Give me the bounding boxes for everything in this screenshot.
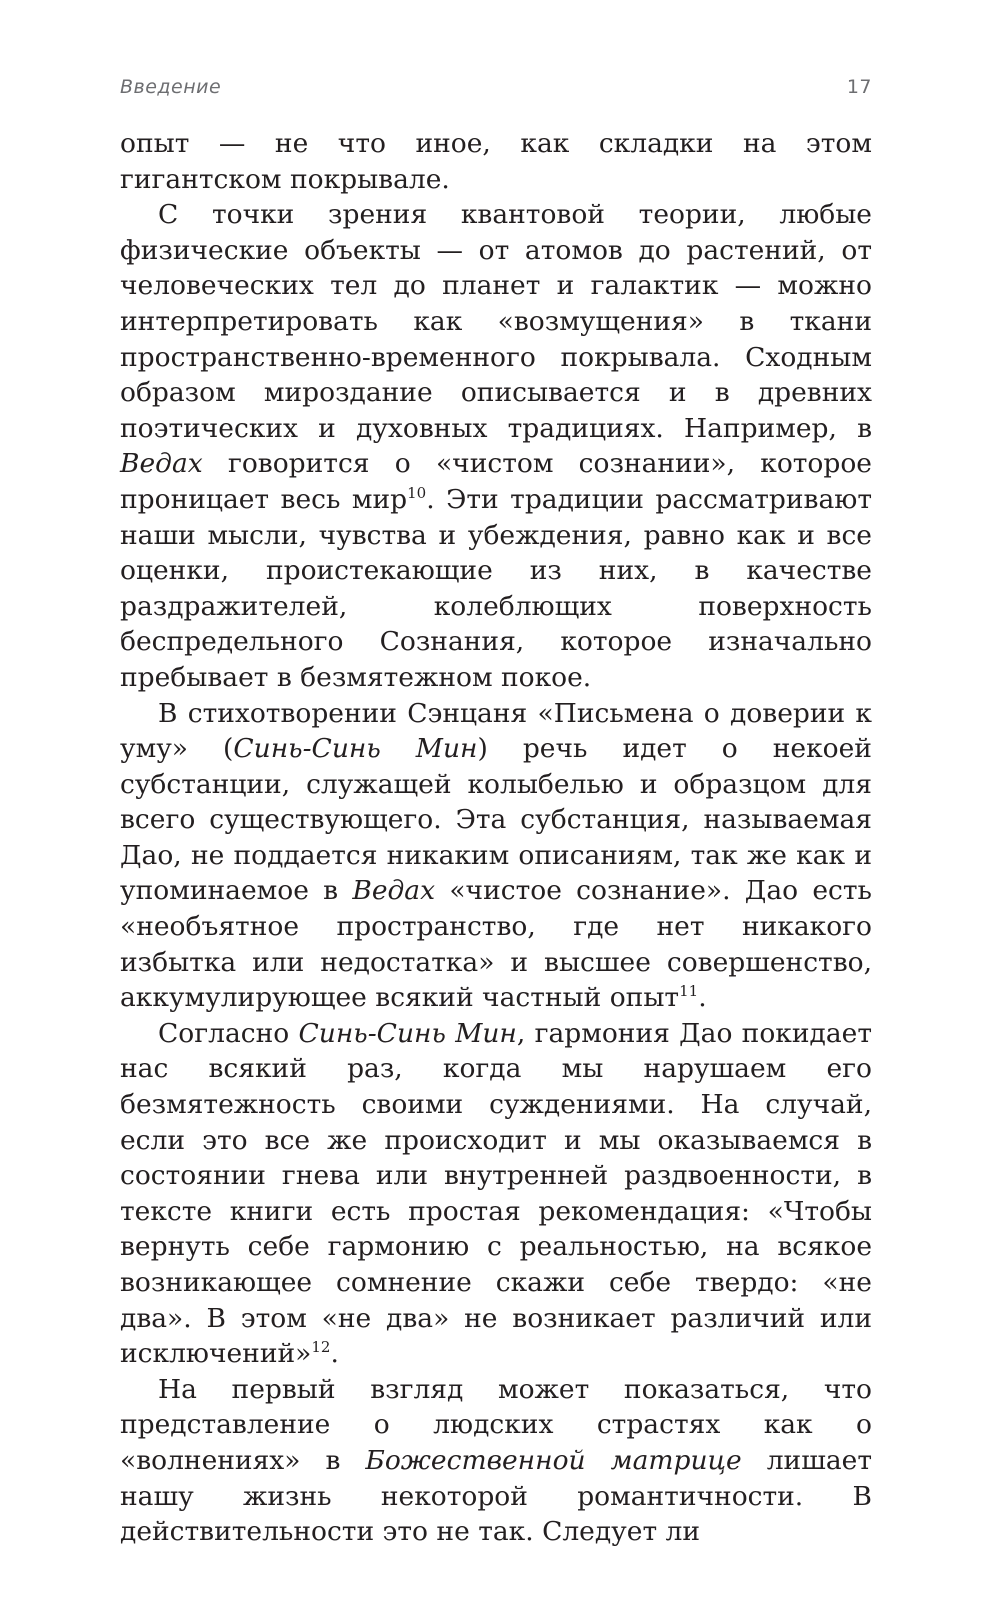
paragraph-text: . Эти традиции рассматривают наши мысли, чувства и убеждения, равно как и все оценки, проистекающие из них, в качестве раздражителей, колеблющих поверхность беспредельного Сознания, которое изначально пребывает в безмятежном покое. [120,483,873,693]
paragraph-1 [120,126,872,197]
footnote-ref[interactable]: 10 [407,484,427,503]
book-title: Синь-Синь Мин [233,733,478,765]
paragraph-2 [120,197,872,695]
running-header [120,76,872,106]
paragraph-text: . [330,1338,339,1370]
book-title: Синь-Синь Мин [298,1017,517,1049]
paragraph-4 [120,1016,872,1372]
paragraph-text: лишает нашу жизнь некоторой романтичности. В действительности это не так. Следует ли [120,1444,872,1548]
book-title: Ведах [352,875,436,907]
paragraph-text: опыт — не что иное, как складки на этом гигантском покрывале. [120,128,872,195]
paragraph-3 [120,696,872,1016]
paragraph-text: В стихотворении Сэнцаня «Письмена о доверии к уму» ( [120,697,872,765]
paragraph-text: , гармония Дао покидает нас всякий раз, когда мы нарушаем его безмятежность своими суждениями. На случай, если это все же происходит и мы оказываемся в состоянии гнева или внутренней раздвоенности, в тексте книги есть простая рекомендация: «Чтобы вернуть себе гармонию с реальностью, на всякое возникающее сомнение скажи себе твердо: «не два». В этом «не два» не возникает различий или исключений» [120,1017,872,1370]
paragraph-text: «чистое сознание». Дао есть «необъятное пространство, где нет никакого избытка или недостатка» и высшее совершенство, аккумулирующее всякий частный опыт [120,875,872,1014]
section-title: Введение [120,76,222,98]
paragraph-text: ) речь идет о некоей субстанции, служащей колыбелью и образцом для всего существующего. Эта субстанция, называемая Дао, не поддается никаким описаниям, так же как и упоминаемое в [120,733,872,907]
footnote-ref[interactable]: 12 [311,1338,331,1357]
paragraph-text: На первый взгляд может показаться, что представление о людских страстях как о «волнениях» в [120,1373,872,1476]
paragraph-text: Согласно [158,1017,299,1049]
paragraph-text: говорится о «чистом сознании», которое проницает весь мир [120,448,872,515]
page-number: 17 [846,76,872,98]
footnote-ref[interactable]: 11 [679,982,699,1001]
body-text [120,126,872,1550]
paragraph-text: С точки зрения квантовой теории, любые физические объекты — от атомов до растений, от человеческих тел до планет и галактик — можно интерпретировать как «возмущения» в ткани пространственно-временного покрывала. Сходным образом мироздание описывается и в древних поэтических и духовных традициях. Например, в [120,199,872,444]
paragraph-5 [120,1372,872,1550]
book-title: Божественной матрице [365,1444,742,1476]
book-title: Ведах [120,448,203,480]
paragraph-text: . [698,982,707,1014]
